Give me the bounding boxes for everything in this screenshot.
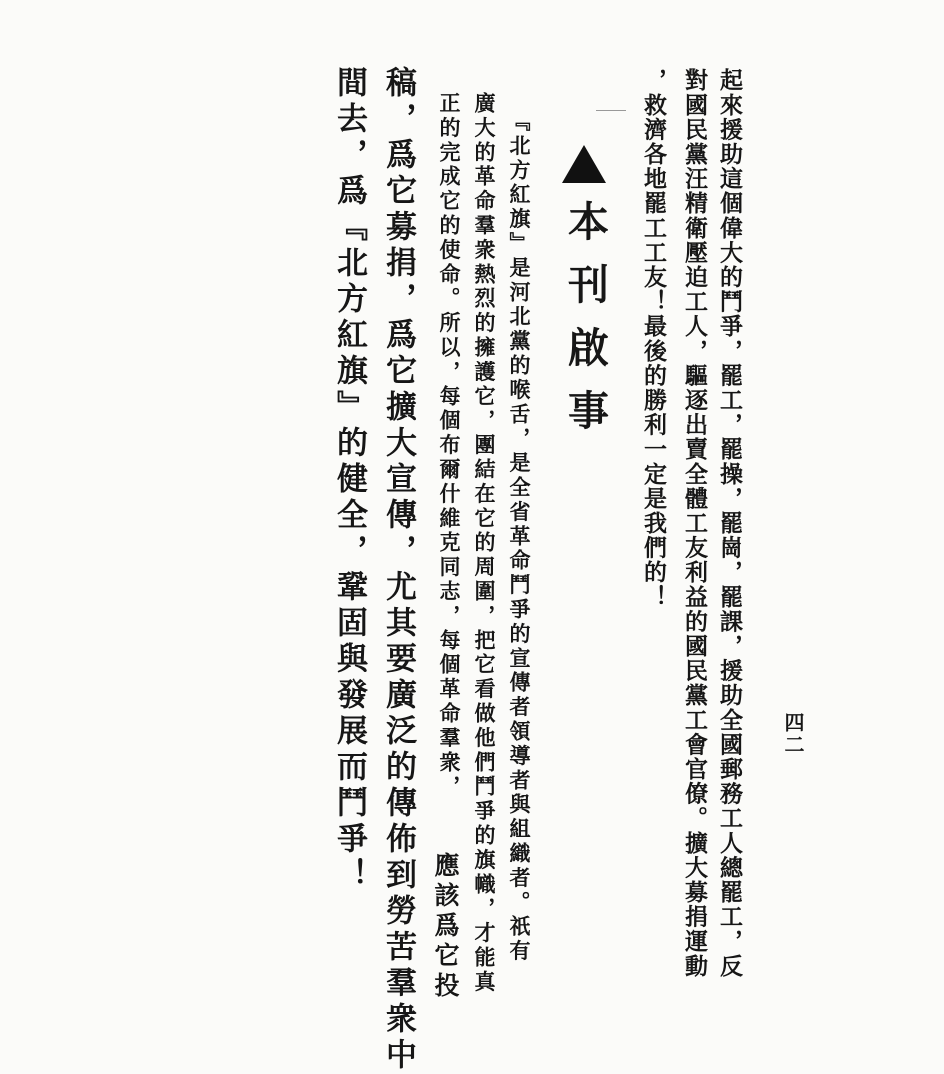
- triangle-bullet-icon: [562, 145, 606, 183]
- notice-big-line-2: 間去，爲『北方紅旗』的健全，鞏固與發展而鬥爭！: [331, 66, 367, 894]
- notice-line-3: 正的完成它的使命。所以，每個布爾什維克同志，每個革命羣衆，: [437, 92, 462, 800]
- notice-line-1: 『北方紅旗』是河北黨的喉舌，是全省革命鬥爭的宣傳者領導者與組織者。祇有: [507, 110, 532, 964]
- notice-line-3-tail: 應該爲它投: [431, 852, 460, 1002]
- notice-title: 本刊啟事: [561, 200, 609, 452]
- previous-article-line-3: ，救濟各地罷工工友！最後的勝利一定是我們的！: [640, 68, 667, 610]
- notice-line-2: 廣大的革命羣衆熱烈的擁護它，團結在它的周圍，把它看做他們鬥爭的旗幟，才能真: [472, 92, 497, 995]
- page-number: 四二: [781, 712, 805, 756]
- previous-article-line-2: 對國民黨汪精衛壓迫工人，驅逐出賣全體工友利益的國民黨工會官僚。擴大募捐運動: [681, 68, 708, 979]
- notice-big-line-1: 稿，爲它募捐，爲它擴大宣傳，尤其要廣泛的傳佈到勞苦羣衆中: [380, 66, 416, 1074]
- previous-article-line-1: 起來援助這個偉大的鬥爭，罷工，罷操，罷崗，罷課，援助全國郵務工人總罷工，反: [716, 68, 743, 979]
- separator-rule: [596, 110, 626, 111]
